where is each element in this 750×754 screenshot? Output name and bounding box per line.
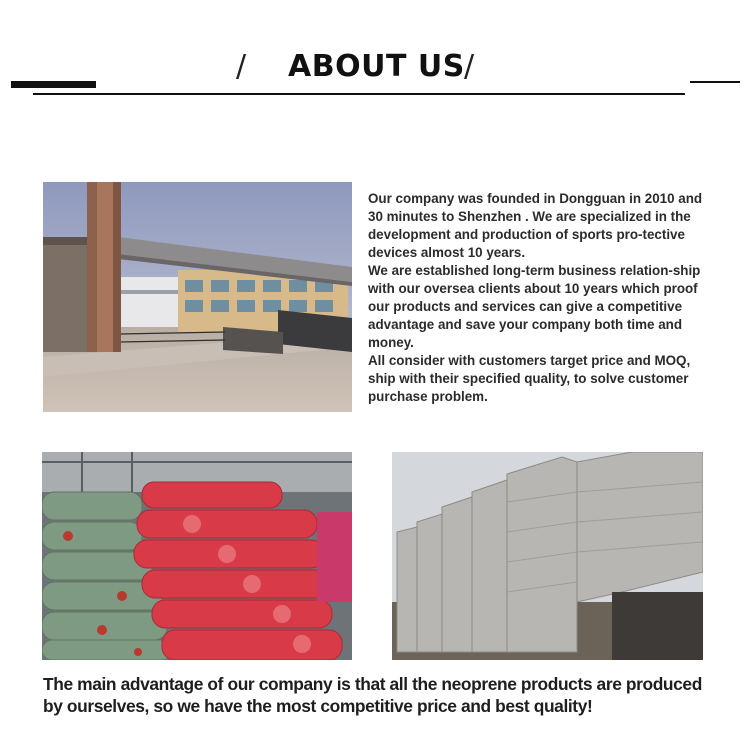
header-slash-left: / (236, 49, 247, 84)
header-bar-right (690, 81, 740, 83)
header-slash-right: / (464, 49, 475, 84)
fabric-rolls-photo (42, 452, 352, 660)
header-bar-left (11, 81, 96, 88)
intro-paragraph: Our company was founded in Dongguan in 2010 and 30 minutes to Shenzhen . We are specialized in the development and production of sports pro-tective devices almost 10 years. (368, 191, 703, 260)
intro-paragraph: All consider with customers target price and MOQ, ship with their specified quality, to solve customer purchase problem. (368, 353, 691, 404)
foam-sheets-photo (392, 452, 703, 660)
factory-gate-photo (43, 182, 352, 412)
intro-paragraph: We are established long-term business relation-ship with our oversea clients about 10 years which proof our products and services can give a competitive advantage and save your company both time and money. (368, 263, 701, 350)
advantage-statement (43, 673, 723, 717)
company-intro (368, 190, 708, 406)
advantage-line: by ourselves, so we have the most competitive price and best quality! (43, 696, 593, 716)
header-rule (33, 93, 685, 95)
advantage-line: The main advantage of our company is that all the neoprene products are produced (43, 674, 702, 694)
page-title: ABOUT US (288, 49, 465, 84)
